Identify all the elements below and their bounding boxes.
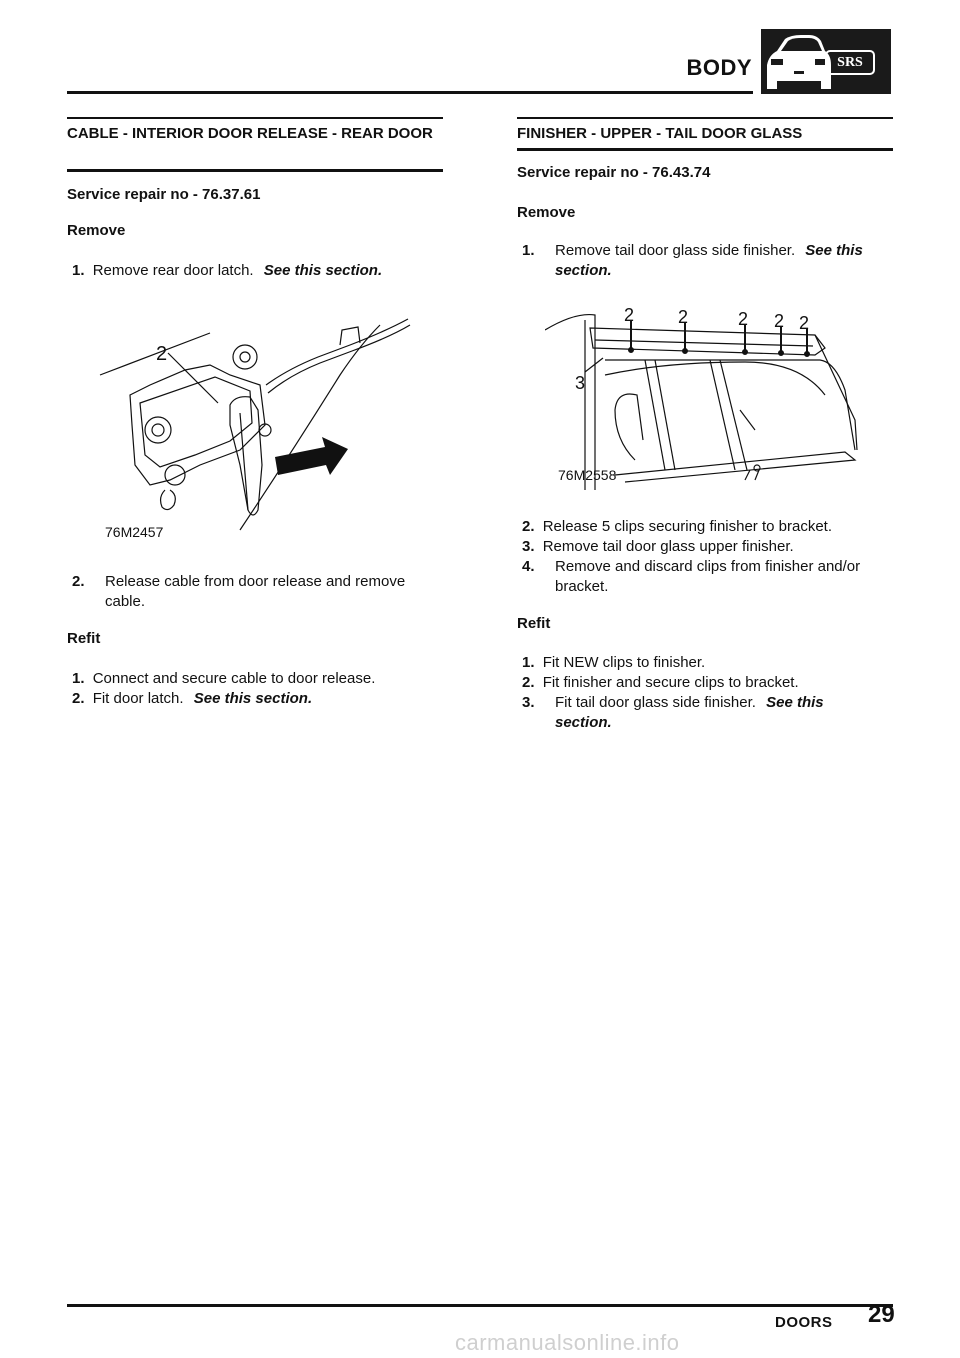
left-section-title: CABLE - INTERIOR DOOR RELEASE - REAR DOOR (67, 125, 433, 142)
right-refit-step-1 (522, 653, 705, 673)
step-text: Connect and secure cable to door release. (92, 670, 376, 687)
step-number: 2. (522, 674, 535, 691)
page-number: 29 (868, 1301, 895, 1328)
left-remove-heading: Remove (67, 222, 126, 239)
step-text: Fit NEW clips to finisher. (542, 654, 706, 671)
left-remove-step-1 (72, 261, 442, 281)
step-number: 1. (72, 262, 85, 279)
left-refit-step-1 (72, 669, 442, 689)
step-text (555, 241, 895, 281)
footer-rule (67, 1304, 893, 1307)
cable-outer (268, 325, 410, 393)
left-title-top-rule (67, 117, 443, 119)
figure-code: 76M2558 (558, 467, 617, 483)
figure-callout: 3 (575, 373, 586, 393)
release-lever (230, 397, 262, 515)
figure-callout: 2 (738, 309, 749, 329)
figure-callout: 2 (624, 305, 635, 325)
left-refit-heading: Refit (67, 630, 101, 647)
tail-door-frame (545, 315, 595, 490)
arrow-icon (275, 437, 348, 475)
right-remove-step-1 (522, 241, 892, 281)
figure-door-release (90, 315, 440, 545)
step-number: 1. (522, 654, 535, 671)
step-number: 3. (522, 538, 535, 555)
right-section-title: FINISHER - UPPER - TAIL DOOR GLASS (517, 125, 803, 142)
left-refit-step-2 (72, 689, 442, 709)
right-remove-step-4 (522, 557, 892, 597)
right-service-number: Service repair no - 76.43.74 (517, 164, 711, 181)
watermark: carmanualsonline.info (455, 1330, 680, 1355)
right-title-bottom-rule (517, 148, 893, 151)
step-text-body: Remove tail door glass side finisher. (555, 242, 796, 259)
upper-finisher (590, 328, 825, 355)
right-remove-step-3 (522, 537, 794, 557)
step-text: Remove tail door glass upper finisher. (542, 538, 794, 555)
step-number: 1. (72, 670, 85, 687)
section-reference-link[interactable]: See this section. (555, 242, 863, 279)
figure-callout: 2 (799, 313, 810, 333)
footer-section-label: DOORS (775, 1314, 833, 1331)
step-text-body: Fit tail door glass side finisher. (555, 694, 756, 711)
step-text: Release cable from door release and remove cable. (105, 573, 406, 610)
right-refit-heading: Refit (517, 615, 551, 632)
left-title-bottom-rule (67, 169, 443, 172)
srs-badge: SRS (825, 50, 875, 75)
step-number: 1. (522, 242, 535, 259)
door-panel-curve (240, 325, 380, 530)
section-reference-link[interactable]: See this section. (263, 262, 383, 279)
right-title-top-rule (517, 117, 893, 119)
step-text: Remove and discard clips from finisher and/or bracket. (555, 558, 861, 595)
header-title: BODY (686, 55, 752, 80)
step-text (555, 693, 855, 733)
right-refit-step-3 (522, 693, 892, 733)
left-service-number: Service repair no - 76.37.61 (67, 186, 261, 203)
figure-callout: 2 (156, 343, 168, 365)
right-remove-heading: Remove (517, 204, 576, 221)
figure-callout: 2 (678, 307, 689, 327)
right-refit-step-2 (522, 673, 799, 693)
right-remove-step-2 (522, 517, 832, 537)
step-text: Release 5 clips securing finisher to bracket. (542, 518, 832, 535)
step-number: 2. (72, 573, 85, 590)
step-text: Fit finisher and secure clips to bracket. (542, 674, 799, 691)
figure-tail-door-glass (545, 300, 860, 495)
figure-code: 76M2457 (105, 524, 164, 540)
left-remove-step-2 (72, 572, 442, 612)
header-rule (67, 91, 753, 94)
figure-callout: 2 (774, 311, 785, 331)
section-reference-link[interactable]: See this section. (193, 690, 313, 707)
step-number: 3. (522, 694, 535, 711)
step-text: Remove rear door latch. (92, 262, 254, 279)
step-number: 2. (522, 518, 535, 535)
section-reference-link[interactable]: See this section. (555, 694, 824, 731)
step-text: Fit door latch. (92, 690, 184, 707)
step-number: 2. (72, 690, 85, 707)
step-number: 4. (522, 558, 535, 575)
